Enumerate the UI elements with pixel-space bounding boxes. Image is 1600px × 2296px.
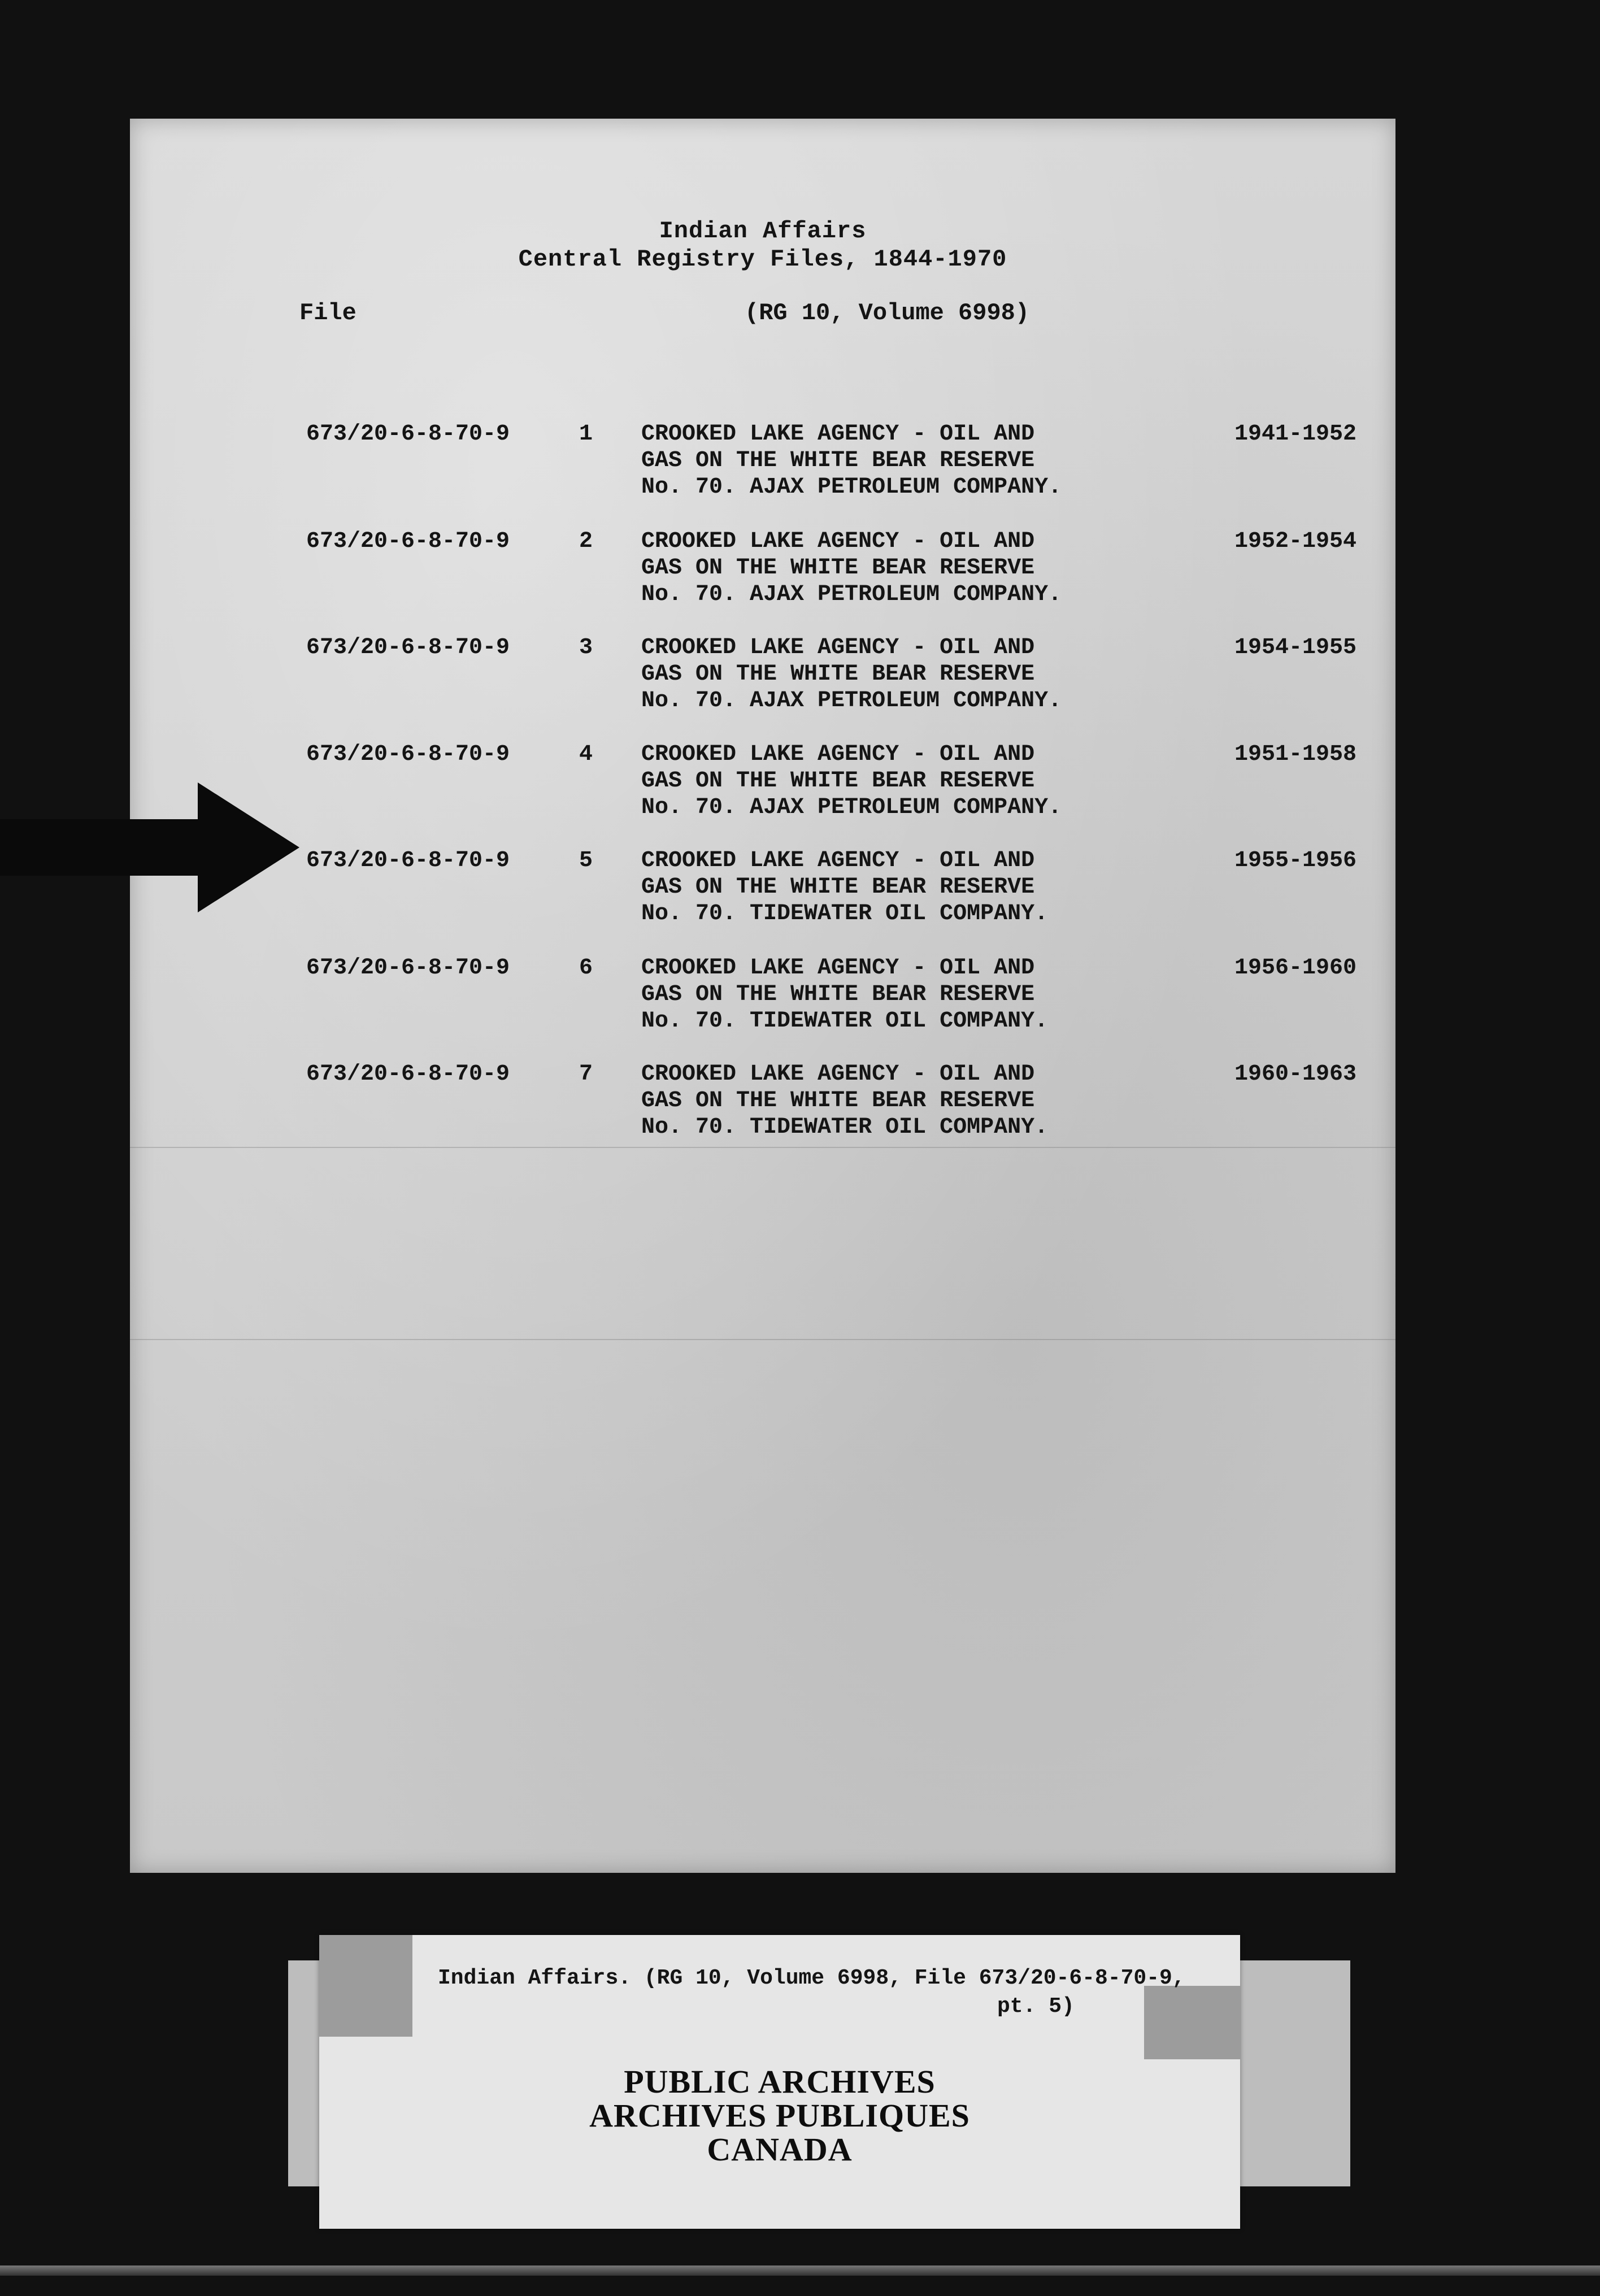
file-entry [130,421,1395,506]
file-entry [130,634,1395,719]
entry-description-line: GAS ON THE WHITE BEAR RESERVE [641,768,1035,794]
entry-dates: 1951-1958 [1234,742,1357,767]
file-entry [130,741,1395,826]
entry-part-number: 3 [579,635,593,660]
entry-dates: 1956-1960 [1234,955,1357,981]
entry-description-line: No. 70. AJAX PETROLEUM COMPANY. [641,475,1062,500]
entry-dates: 1954-1955 [1234,635,1357,660]
entry-description-line: No. 70. TIDEWATER OIL COMPANY. [641,901,1049,927]
entry-description-line: No. 70. AJAX PETROLEUM COMPANY. [641,688,1062,714]
film-edge [0,2265,1600,2276]
label-tab-left [319,1935,412,2037]
stamp-canada: CANADA [707,2131,853,2168]
entry-description-line: GAS ON THE WHITE BEAR RESERVE [641,1088,1035,1114]
entry-description [641,421,1206,501]
entry-description-line: CROOKED LAKE AGENCY - OIL AND [641,742,1035,767]
entry-part-number: 1 [579,421,593,447]
entry-part-number: 6 [579,955,593,981]
arrow-pointer-icon [0,782,299,912]
entry-part-number: 2 [579,529,593,554]
fold-line [130,1147,1395,1148]
entry-part-number: 5 [579,848,593,873]
entry-description-line: No. 70. AJAX PETROLEUM COMPANY. [641,582,1062,607]
entry-description-line: CROOKED LAKE AGENCY - OIL AND [641,1062,1035,1087]
entry-file-number: 673/20-6-8-70-9 [306,529,510,554]
entry-description [641,847,1206,927]
archive-reference-line1: Indian Affairs. (RG 10, Volume 6998, File 673/20-6-8-70-9, [438,1966,1185,1990]
file-column-label: File [299,299,356,327]
label-tab-right [1144,1986,1240,2059]
entry-dates: 1960-1963 [1234,1062,1357,1087]
entry-file-number: 673/20-6-8-70-9 [306,742,510,767]
entry-description [641,634,1206,714]
entry-dates: 1941-1952 [1234,421,1357,447]
entry-file-number: 673/20-6-8-70-9 [306,955,510,981]
entry-description-line: CROOKED LAKE AGENCY - OIL AND [641,635,1035,660]
entry-file-number: 673/20-6-8-70-9 [306,848,510,873]
entry-description-line: No. 70. TIDEWATER OIL COMPANY. [641,1008,1049,1034]
entry-description-line: GAS ON THE WHITE BEAR RESERVE [641,555,1035,581]
entry-description-line: GAS ON THE WHITE BEAR RESERVE [641,982,1035,1007]
entry-description [641,955,1206,1034]
archive-label-card [319,1935,1240,2229]
entry-description-line: No. 70. AJAX PETROLEUM COMPANY. [641,795,1062,820]
file-entry [130,955,1395,1040]
entry-description-line: CROOKED LAKE AGENCY - OIL AND [641,955,1035,981]
file-entry-highlighted [130,847,1395,932]
entry-description-line: No. 70. TIDEWATER OIL COMPANY. [641,1115,1049,1140]
header-title: Indian Affairs [659,218,867,245]
entry-dates: 1952-1954 [1234,529,1357,554]
stamp-public-archives: PUBLIC ARCHIVES [624,2063,936,2100]
entry-description-line: GAS ON THE WHITE BEAR RESERVE [641,875,1035,900]
file-entry [130,528,1395,613]
entry-part-number: 7 [579,1062,593,1087]
document-page [130,119,1395,1873]
entry-description [641,741,1206,821]
entry-description-line: CROOKED LAKE AGENCY - OIL AND [641,421,1035,447]
entry-description [641,528,1206,608]
entry-part-number: 4 [579,742,593,767]
stamp-archives-publiques: ARCHIVES PUBLIQUES [589,2097,970,2134]
entry-description-line: GAS ON THE WHITE BEAR RESERVE [641,448,1035,473]
volume-label: (RG 10, Volume 6998) [745,299,1030,327]
entry-file-number: 673/20-6-8-70-9 [306,421,510,447]
entry-description [641,1061,1206,1141]
entry-file-number: 673/20-6-8-70-9 [306,635,510,660]
header-subtitle: Central Registry Files, 1844-1970 [518,246,1007,273]
arrow-shape [0,782,299,912]
entry-description-line: GAS ON THE WHITE BEAR RESERVE [641,662,1035,687]
archive-reference-line2: pt. 5) [997,1994,1075,2019]
entry-description-line: CROOKED LAKE AGENCY - OIL AND [641,848,1035,873]
fold-line [130,1339,1395,1340]
entry-file-number: 673/20-6-8-70-9 [306,1062,510,1087]
file-entry [130,1061,1395,1146]
entry-description-line: CROOKED LAKE AGENCY - OIL AND [641,529,1035,554]
entry-dates: 1955-1956 [1234,848,1357,873]
